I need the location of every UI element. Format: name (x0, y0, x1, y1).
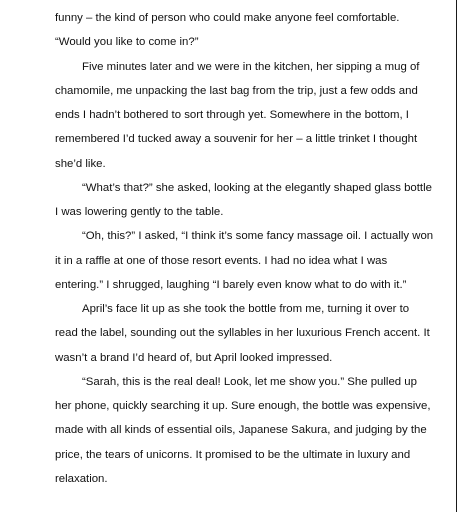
text-line: her phone, quickly searching it up. Sure enough, the bottle was expensive, (55, 400, 431, 412)
text-line: “Would you like to come in?” (55, 36, 199, 49)
text-line: wasn’t a brand I’d heard of, but April looked impressed. (55, 351, 333, 364)
text-line: April’s face lit up as she took the bottle from me, turning it over to (82, 303, 410, 315)
text-line: price, the tears of unicorns. It promised to be the ultimate in luxury and (55, 448, 411, 461)
text-line: funny – the kind of person who could make anyone feel comfortable. (55, 12, 400, 24)
text-line: ends I hadn’t bothered to sort through yet. Somewhere in the bottom, I (55, 109, 409, 121)
text-line: chamomile, me unpacking the last bag from the trip, just a few odds and (55, 84, 418, 97)
text-line: “Oh, this?” I asked, “I think it’s some fancy massage oil. I actually won (82, 230, 434, 243)
text-line: she’d like. (55, 157, 106, 170)
text-line: “Sarah, this is the real deal! Look, let me show you.” She pulled up (82, 375, 417, 388)
text-line: remembered I’d tucked away a souvenir for her – a little trinket I thought (55, 133, 418, 146)
text-line: “What’s that?” she asked, looking at the elegantly shaped glass bottle (82, 181, 432, 194)
body-text (55, 6, 445, 491)
text-line: I was lowering gently to the table. (55, 206, 224, 218)
text-line: made with all kinds of essential oils, Japanese Sakura, and judging by the (55, 424, 427, 437)
text-line: Five minutes later and we were in the kitchen, her sipping a mug of (82, 60, 420, 73)
text-line: relaxation. (55, 472, 108, 485)
text-line: read the label, sounding out the syllables in her luxurious French accent. It (55, 327, 430, 340)
page-edge-divider (456, 0, 457, 512)
text-line: it in a raffle at one of those resort events. I had no idea what I was (55, 254, 388, 267)
text-line: entering.” I shrugged, laughing “I barely even know what to do with it.” (55, 278, 407, 291)
